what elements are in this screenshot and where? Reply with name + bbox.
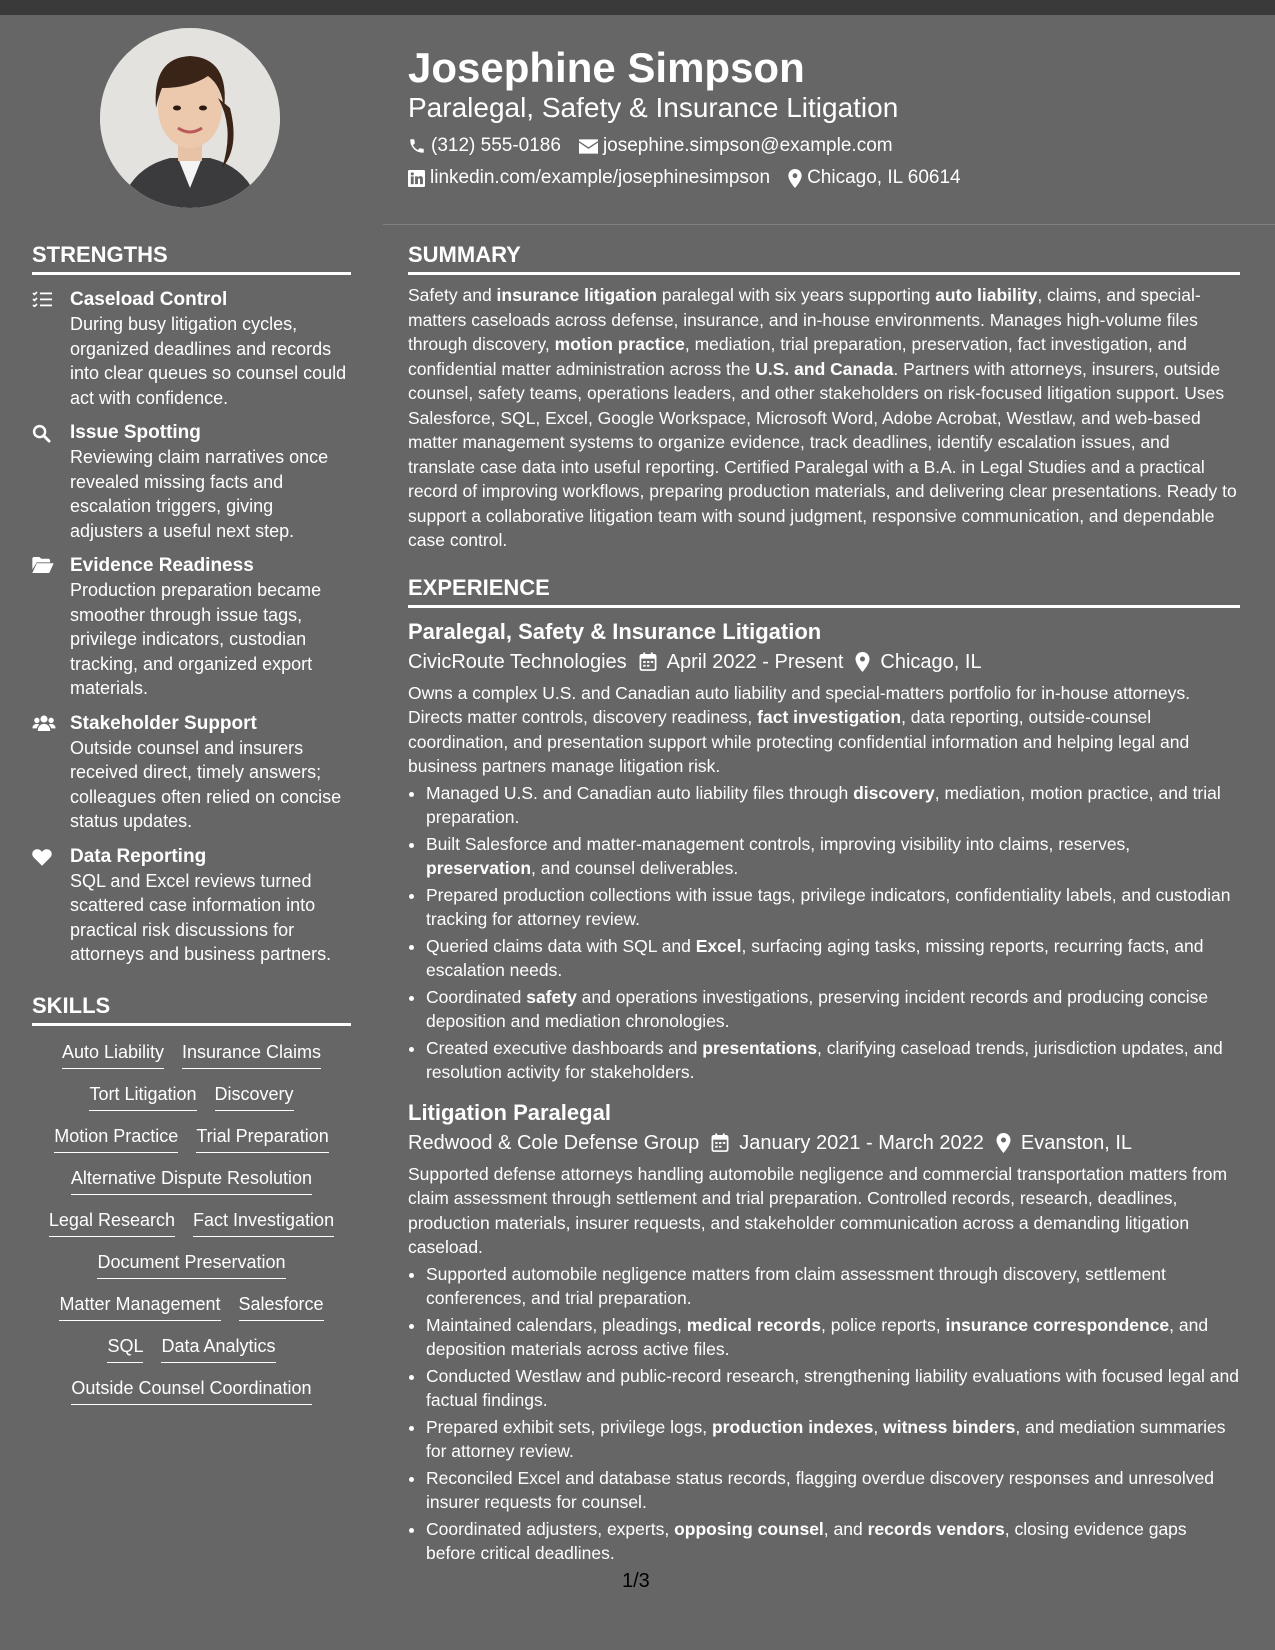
job-bullet: • Coordinated safety and operations investigations, preserving incident records and producing concise deposition and mediation chronologies. <box>426 985 1240 1034</box>
candidate-role: Paralegal, Safety & Insurance Litigation <box>408 92 899 123</box>
strength-item <box>32 554 351 701</box>
job-title: Paralegal, Safety & Insurance Litigation <box>408 618 822 644</box>
skill-tag: Motion Practice <box>54 1124 178 1153</box>
envelope-icon <box>579 139 598 154</box>
strength-description: Production preparation became smoother through issue tags, privilege indicators, custodian tracking, and organized export materials. <box>70 580 322 698</box>
skill-tag: Tort Litigation <box>89 1082 196 1111</box>
skill-tag: Salesforce <box>239 1292 324 1321</box>
phone-number: (312) 555-0186 <box>431 135 561 156</box>
users-icon <box>32 715 56 731</box>
calendar-icon <box>639 652 657 671</box>
job-entry <box>408 1099 1240 1566</box>
job-bullet: • Created executive dashboards and presentations, clarifying caseload trends, jurisdiction updates, and resolution activity for stakeholders. <box>426 1036 1240 1085</box>
job-meta <box>408 649 1240 675</box>
skill-tag: Matter Management <box>59 1292 220 1321</box>
list-check-icon <box>32 291 52 307</box>
strength-item <box>32 712 351 834</box>
linkedin-url[interactable]: linkedin.com/example/josephinesimpson <box>430 167 771 188</box>
skills-heading: SKILLS <box>32 991 351 1026</box>
page-number: 1/3 <box>622 1570 650 1592</box>
strength-item <box>32 288 351 410</box>
job-title: Litigation Paralegal <box>408 1099 611 1125</box>
job-bullet: • Maintained calendars, pleadings, medical records, police reports, insurance correspondence, and deposition materials across active files. <box>426 1313 1240 1362</box>
strengths-section <box>32 240 351 967</box>
job-bullet: • Reconciled Excel and database status records, flagging overdue discovery responses and unresolved insurer requests for counsel. <box>426 1466 1240 1515</box>
job-bullet: • Supported automobile negligence matters from claim assessment through discovery, settlement conferences, and trial preparation. <box>426 1262 1240 1311</box>
skill-tag: Outside Counsel Coordination <box>71 1376 311 1405</box>
candidate-name: Josephine Simpson <box>408 44 805 91</box>
strength-item <box>32 845 351 967</box>
phone-contact <box>408 134 561 158</box>
job-bullets <box>408 1262 1240 1566</box>
right-column <box>408 240 1240 1568</box>
heart-icon <box>32 848 52 866</box>
job-description: Owns a complex U.S. and Canadian auto liability and special-matters portfolio for in-house attorneys. Directs matter controls, discovery readiness, fact investigation, data reporting, outside-counsel coordination, and presentation support while protecting confidential information and helping legal and business partners manage litigation risk. <box>408 682 1191 776</box>
location-contact <box>788 166 961 190</box>
skill-tag: SQL <box>107 1334 143 1363</box>
job-description: Supported defense attorneys handling automobile negligence and commercial transportation matters from claim assessment through settlement and trial preparation. Controlled records, research, deadlines, production materials, insurer requests, and stakeholder communication across a demanding litigation caseload. <box>408 1163 1228 1257</box>
strength-title: Caseload Control <box>70 289 228 310</box>
summary-text: Safety and insurance litigation paralegal with six years supporting auto liability, claims, and special-matters caseloads across defense, insurance, and in-house environments. Manages high-volume files through discovery, motion practice, mediation, trial preparation, preservation, fact investigation, and confidential matter administration across the U.S. and Canada. Partners with attorneys, insurers, outside counsel, safety teams, operations leaders, and other stakeholders on risk-focused litigation support. Uses Salesforce, SQL, Excel, Google Workspace, Microsoft Word, Adobe Acrobat, Westlaw, and web-based matter management systems to organize evidence, track deadlines, identify escalation issues, and translate case data into useful reporting. Certified Paralegal with a B.A. in Legal Studies and a practical record of improving workflows, preparing production materials, and delivering clear presentations. Ready to support a collaborative litigation team with sound judgment, responsive communication, and dependable case control. <box>408 285 1237 550</box>
skill-tag: Data Analytics <box>161 1334 275 1363</box>
strength-description: Reviewing claim narratives once revealed missing facts and escalation triggers, giving adjusters a useful next step. <box>70 447 329 541</box>
skill-tag: Auto Liability <box>62 1040 164 1069</box>
linkedin-icon <box>408 170 425 187</box>
job-location: Chicago, IL <box>880 650 982 673</box>
skills-list <box>32 1040 351 1418</box>
skills-section <box>32 991 351 1418</box>
location-text: Chicago, IL 60614 <box>807 167 961 188</box>
header-divider <box>383 224 1275 225</box>
contact-row-1 <box>408 134 1228 158</box>
strength-title: Issue Spotting <box>70 422 201 443</box>
strength-description: Outside counsel and insurers received direct, timely answers; colleagues often relied on concise status updates. <box>70 737 342 831</box>
job-bullet: • Coordinated adjusters, experts, opposing counsel, and records vendors, closing evidence gaps before critical deadlines. <box>426 1517 1240 1566</box>
contact-row-2 <box>408 166 1228 190</box>
strength-description: During busy litigation cycles, organized deadlines and records into clear queues so counsel could act with confidence. <box>70 314 347 408</box>
job-bullets <box>408 781 1240 1085</box>
skill-tag: Alternative Dispute Resolution <box>71 1166 312 1195</box>
job-company: Redwood & Cole Defense Group <box>408 1131 700 1154</box>
job-bullet: • Built Salesforce and matter-management controls, improving visibility into claims, reserves, preservation, and counsel deliverables. <box>426 832 1240 881</box>
top-bar <box>0 0 1275 15</box>
skill-tag: Discovery <box>215 1082 294 1111</box>
summary-heading: SUMMARY <box>408 240 1240 275</box>
strengths-heading: STRENGTHS <box>32 240 351 275</box>
left-column <box>32 240 351 1418</box>
strength-title: Data Reporting <box>70 845 207 867</box>
job-bullet: • Queried claims data with SQL and Excel, surfacing aging tasks, missing reports, recurring facts, and escalation needs. <box>426 934 1240 983</box>
map-pin-icon <box>788 169 802 188</box>
strength-title: Evidence Readiness <box>70 555 254 576</box>
job-dates: April 2022 - Present <box>666 650 844 673</box>
job-dates: January 2021 - March 2022 <box>739 1131 984 1154</box>
job-location: Evanston, IL <box>1020 1131 1133 1154</box>
profile-photo <box>100 28 280 208</box>
email-contact[interactable] <box>579 134 893 158</box>
skill-tag: Fact Investigation <box>193 1208 334 1237</box>
linkedin-contact[interactable] <box>408 166 770 190</box>
map-pin-icon <box>855 652 870 672</box>
calendar-icon <box>711 1133 729 1152</box>
search-icon <box>32 424 51 443</box>
skill-tag: Trial Preparation <box>196 1124 328 1153</box>
strength-description: SQL and Excel reviews turned scattered case information into practical risk discussions for attorneys and business partners. <box>70 870 332 964</box>
resume-header <box>408 44 1228 190</box>
job-bullet: • Conducted Westlaw and public-record research, strengthening liability evaluations with focused legal and factual findings. <box>426 1364 1240 1413</box>
skill-tag: Insurance Claims <box>182 1040 321 1069</box>
phone-icon <box>408 137 426 155</box>
job-bullet: • Prepared exhibit sets, privilege logs, production indexes, witness binders, and mediation summaries for attorney review. <box>426 1415 1240 1464</box>
map-pin-icon <box>996 1133 1011 1153</box>
job-entry <box>408 618 1240 1085</box>
email-address[interactable]: josephine.simpson@example.com <box>602 135 893 156</box>
strength-title: Stakeholder Support <box>70 712 257 734</box>
skill-tag: Document Preservation <box>97 1250 285 1279</box>
job-meta <box>408 1130 1240 1156</box>
experience-heading: EXPERIENCE <box>408 573 1240 608</box>
strength-item <box>32 421 351 543</box>
job-company: CivicRoute Technologies <box>408 650 627 673</box>
job-bullet: • Prepared production collections with issue tags, privilege indicators, confidentiality labels, and custodian tracking for attorney review. <box>426 883 1240 932</box>
job-bullet: • Managed U.S. and Canadian auto liability files through discovery, mediation, motion practice, and trial preparation. <box>426 781 1240 830</box>
folder-open-icon <box>32 557 54 573</box>
skill-tag: Legal Research <box>49 1208 175 1237</box>
